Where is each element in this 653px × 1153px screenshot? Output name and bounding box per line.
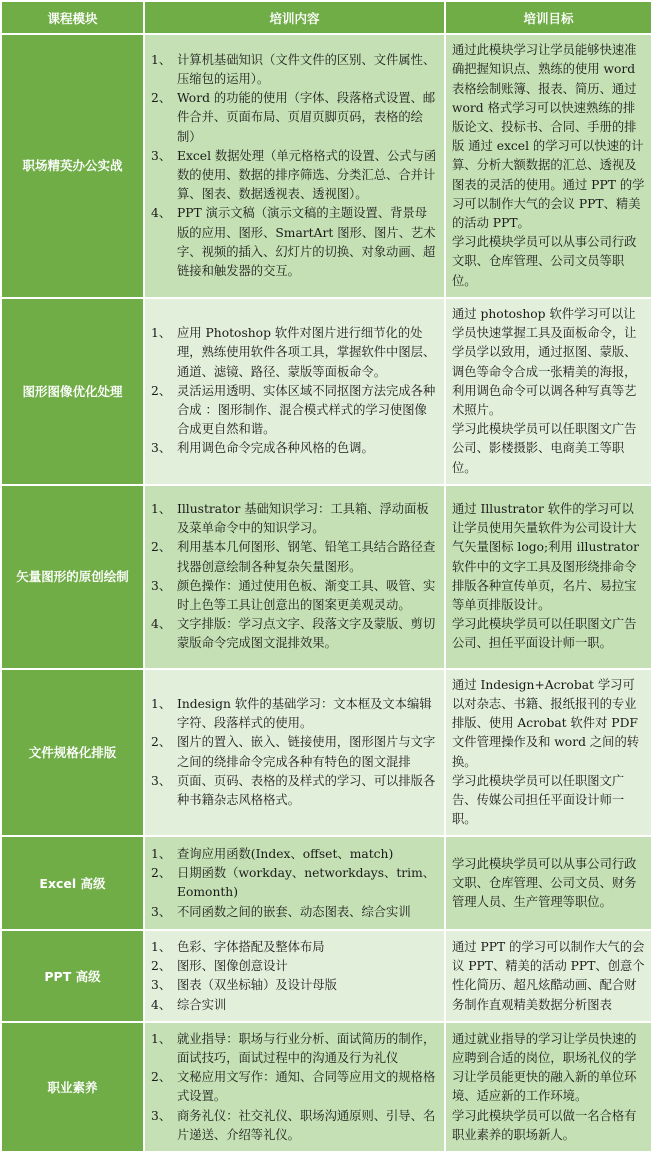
content-item	[151, 204, 438, 281]
training-content	[145, 486, 444, 668]
header-module: 课程模块	[2, 2, 143, 33]
training-goal	[446, 1023, 651, 1151]
item-number: 2、	[151, 1070, 172, 1085]
content-item	[151, 382, 438, 440]
item-text: Word 的功能的使用（字体、段落格式设置、邮件合并、页面布局、页眉页脚页码，表格的绘制）	[177, 91, 436, 144]
item-text: 不同函数之间的嵌套、动态图表、综合实训	[177, 904, 411, 919]
goal-paragraph: 学习此模块学员可以任职图文广告公司、影楼摄影、电商美工等职位。	[452, 422, 637, 475]
module-name: Excel 高级	[2, 837, 143, 929]
goal-paragraph: 学习此模块学员可以任职图文广告、传媒公司担任平面设计师一职。	[452, 773, 625, 827]
content-item	[151, 147, 438, 205]
item-number: 3、	[151, 148, 172, 163]
goal-paragraph: 学习此模块学员可以任职图文广告公司、担任平面设计师一职。	[452, 617, 637, 651]
content-item	[151, 996, 438, 1015]
item-number: 3、	[151, 773, 172, 788]
item-text: 就业指导：职场与行业分析、面试简历的制作，面试技巧，面试过程中的沟通及行为礼仪	[177, 1031, 436, 1066]
item-text: 文秘应用文写作：通知、合同等应用文的规格格式设置。	[177, 1070, 436, 1104]
content-item	[151, 976, 438, 995]
item-text: 应用 Photoshop 软件对图片进行细节化的处理，熟练使用软件各项工具，掌握软件中图层、通道、滤镜、路径、蒙版等面板命令。	[177, 326, 436, 379]
item-text: 色彩、字体搭配及整体布局	[177, 940, 325, 955]
table-row	[2, 299, 651, 484]
goal-paragraph: 通过 PPT 的学习可以制作大气的会议 PPT、精美的活动 PPT、创意个性化简历、超凡炫酷动画、配合财务制作直观精美数据分析图表	[452, 940, 645, 1012]
module-name: PPT 高级	[2, 931, 143, 1021]
content-item	[151, 864, 438, 902]
table-row	[2, 35, 651, 297]
training-goal	[446, 931, 651, 1021]
table-row	[2, 931, 651, 1021]
item-number: 2、	[151, 91, 172, 106]
content-item	[151, 324, 438, 382]
item-text: PPT 演示文稿（演示文稿的主题设置、背景母版的应用、图形、SmartArt 图形、图片、艺术字、视频的插入、幻灯片的切换、对象动画、超链接和触发器的交互。	[177, 206, 436, 279]
training-content	[145, 837, 444, 929]
table-row	[2, 1023, 651, 1151]
content-list	[151, 500, 438, 654]
goal-paragraph: 通过就业指导的学习让学员快速的应聘到合适的岗位，职场礼仪的学习让学员能更快的融入新的单位环境、适应新的工作环境。	[452, 1031, 637, 1104]
item-text: 日期函数（workday、networkdays、trim、Eomonth)	[177, 866, 436, 900]
content-item	[151, 89, 438, 147]
item-text: 利用调色命令完成各种风格的色调。	[177, 441, 374, 456]
header-row	[2, 2, 651, 33]
item-number: 3、	[151, 978, 172, 993]
module-name: 职业素养	[2, 1023, 143, 1151]
goal-paragraph: 通过 Indesign+Acrobat 学习可以对杂志、书籍、报纸报刊的专业排版、使用 Acrobat 软件对 PDF 文件管理操作及和 word 之间的转换。	[452, 677, 640, 769]
item-number: 2、	[151, 540, 172, 555]
item-text: 商务礼仪：社交礼仪、职场沟通原则、引导、名片递送、介绍等礼仪。	[177, 1108, 436, 1142]
content-list	[151, 695, 438, 810]
training-goal	[446, 670, 651, 836]
training-content	[145, 670, 444, 836]
item-number: 1、	[151, 502, 172, 517]
module-name: 矢量图形的原创绘制	[2, 486, 143, 668]
item-number: 1、	[151, 697, 172, 712]
training-content	[145, 1023, 444, 1151]
training-content	[145, 299, 444, 484]
content-item	[151, 500, 438, 538]
item-text: Excel 数据处理（单元格格式的设置、公式与函数的使用、数据的排序筛选、分类汇总、合并计算、图表、数据透视表、透视图）。	[177, 148, 437, 202]
item-number: 4、	[151, 617, 172, 632]
item-text: 计算机基础知识（文件文件的区别、文件属性、压缩包的运用）。	[177, 52, 436, 86]
item-number: 4、	[151, 997, 172, 1012]
training-goal	[446, 837, 651, 929]
item-text: 图片的置入、嵌入、链接使用，图形图片与文字之间的绕排命令完成各种有特色的图文混排	[177, 735, 436, 769]
content-item	[151, 615, 438, 653]
item-text: Indesign 软件的基础学习：文本框及文本编辑字符、段落样式的使用。	[177, 697, 432, 731]
item-text: 页面、页码、表格的及样式的学习、可以排版各种书籍杂志风格格式。	[177, 773, 436, 808]
header-content: 培训内容	[145, 2, 444, 33]
item-number: 1、	[151, 1031, 172, 1046]
item-text: 文字排版：学习点文字、段落文字及蒙版、剪切蒙版命令完成图文混排效果。	[177, 617, 436, 651]
content-list	[151, 1030, 438, 1145]
content-item	[151, 538, 438, 576]
item-number: 1、	[151, 52, 172, 67]
content-item	[151, 439, 438, 458]
item-number: 1、	[151, 847, 172, 862]
module-name: 职场精英办公实战	[2, 35, 143, 297]
item-number: 1、	[151, 940, 172, 955]
item-text: 查询应用函数(Index、offset、match)	[177, 847, 394, 862]
content-item	[151, 938, 438, 957]
item-number: 2、	[151, 866, 172, 881]
item-text: 颜色操作：通过使用色板、渐变工具、吸管、实时上色等工具让创意出的图案更美观灵动。	[177, 578, 436, 613]
training-content	[145, 931, 444, 1021]
table-row	[2, 486, 651, 668]
item-text: 利用基本几何图形、钢笔、铅笔工具结合路径查找器创意绘制各种复杂矢量图形。	[177, 540, 436, 574]
content-item	[151, 1068, 438, 1106]
training-content	[145, 35, 444, 297]
table-row	[2, 837, 651, 929]
table-row	[2, 670, 651, 836]
module-name: 文件规格化排版	[2, 670, 143, 836]
content-item	[151, 957, 438, 976]
content-item	[151, 903, 438, 922]
item-text: Illustrator 基础知识学习：工具箱、浮动面板及菜单命令中的知识学习。	[177, 502, 429, 536]
item-number: 3、	[151, 578, 172, 593]
content-item	[151, 845, 438, 864]
training-goal	[446, 35, 651, 297]
goal-paragraph: 学习此模块学员可以做一名合格有职业素养的职场新人。	[452, 1108, 637, 1142]
training-goal	[446, 299, 651, 484]
content-item	[151, 695, 438, 733]
item-number: 3、	[151, 904, 172, 919]
goal-paragraph: 通过此模块学习让学员能够快速准确把握知识点、熟练的使用 word 表格绘制账簿、报表、简历、通过 word 格式学习可以快速熟练的排版论文、投标书、合同、手册的排版 通过 excel 的学习可以快速的计算、分析大额数据的汇总、透视及图表的灵活的使用。通过 PPT 的学习可以制作大气的会议 PPT、精美的活动 PPT。	[452, 43, 645, 230]
item-number: 1、	[151, 326, 172, 341]
content-list	[151, 324, 438, 458]
item-number: 3、	[151, 1108, 172, 1123]
content-list	[151, 51, 438, 281]
content-item	[151, 51, 438, 89]
item-text: 灵活运用透明、实体区域不同抠图方法完成各种合成 ：图形制作、混合模式样式的学习使图像合成更自然和谐。	[177, 383, 436, 437]
content-list	[151, 938, 438, 1015]
item-text: 图表（双坐标轴）及设计母版	[177, 978, 337, 993]
content-item	[151, 1107, 438, 1145]
item-number: 2、	[151, 735, 172, 750]
header-goal: 培训目标	[446, 2, 651, 33]
item-number: 2、	[151, 383, 172, 398]
item-number: 4、	[151, 206, 172, 221]
content-item	[151, 733, 438, 771]
goal-paragraph: 学习此模块学员可以从事公司行政文职、仓库管理、公司文员、财务管理人员、生产管理等职位。	[452, 856, 637, 910]
content-item	[151, 1030, 438, 1068]
goal-paragraph: 通过 Illustrator 软件的学习可以让学员使用矢量软件为公司设计大气矢量图标 logo;利用 illustrator 软件中的文字工具及图形绕排命令排版各种宣传单页，名片、易拉宝等单页排版设计。	[452, 502, 640, 613]
item-number: 3、	[151, 441, 172, 456]
content-item	[151, 577, 438, 615]
item-number: 2、	[151, 959, 172, 974]
content-list	[151, 845, 438, 922]
module-name: 图形图像优化处理	[2, 299, 143, 484]
goal-paragraph: 通过 photoshop 软件学习可以让学员快速掌握工具及面板命令，让学员学以致用，通过抠图、蒙版、调色等命令合成一张精美的海报，利用调色命令可以调各种写真等艺术照片。	[452, 307, 637, 418]
content-item	[151, 772, 438, 810]
item-text: 图形、图像创意设计	[177, 959, 288, 974]
training-goal	[446, 486, 651, 668]
item-text: 综合实训	[177, 997, 227, 1012]
goal-paragraph: 学习此模块学员可以从事公司行政文职、仓库管理、公司文员等职位。	[452, 235, 637, 288]
